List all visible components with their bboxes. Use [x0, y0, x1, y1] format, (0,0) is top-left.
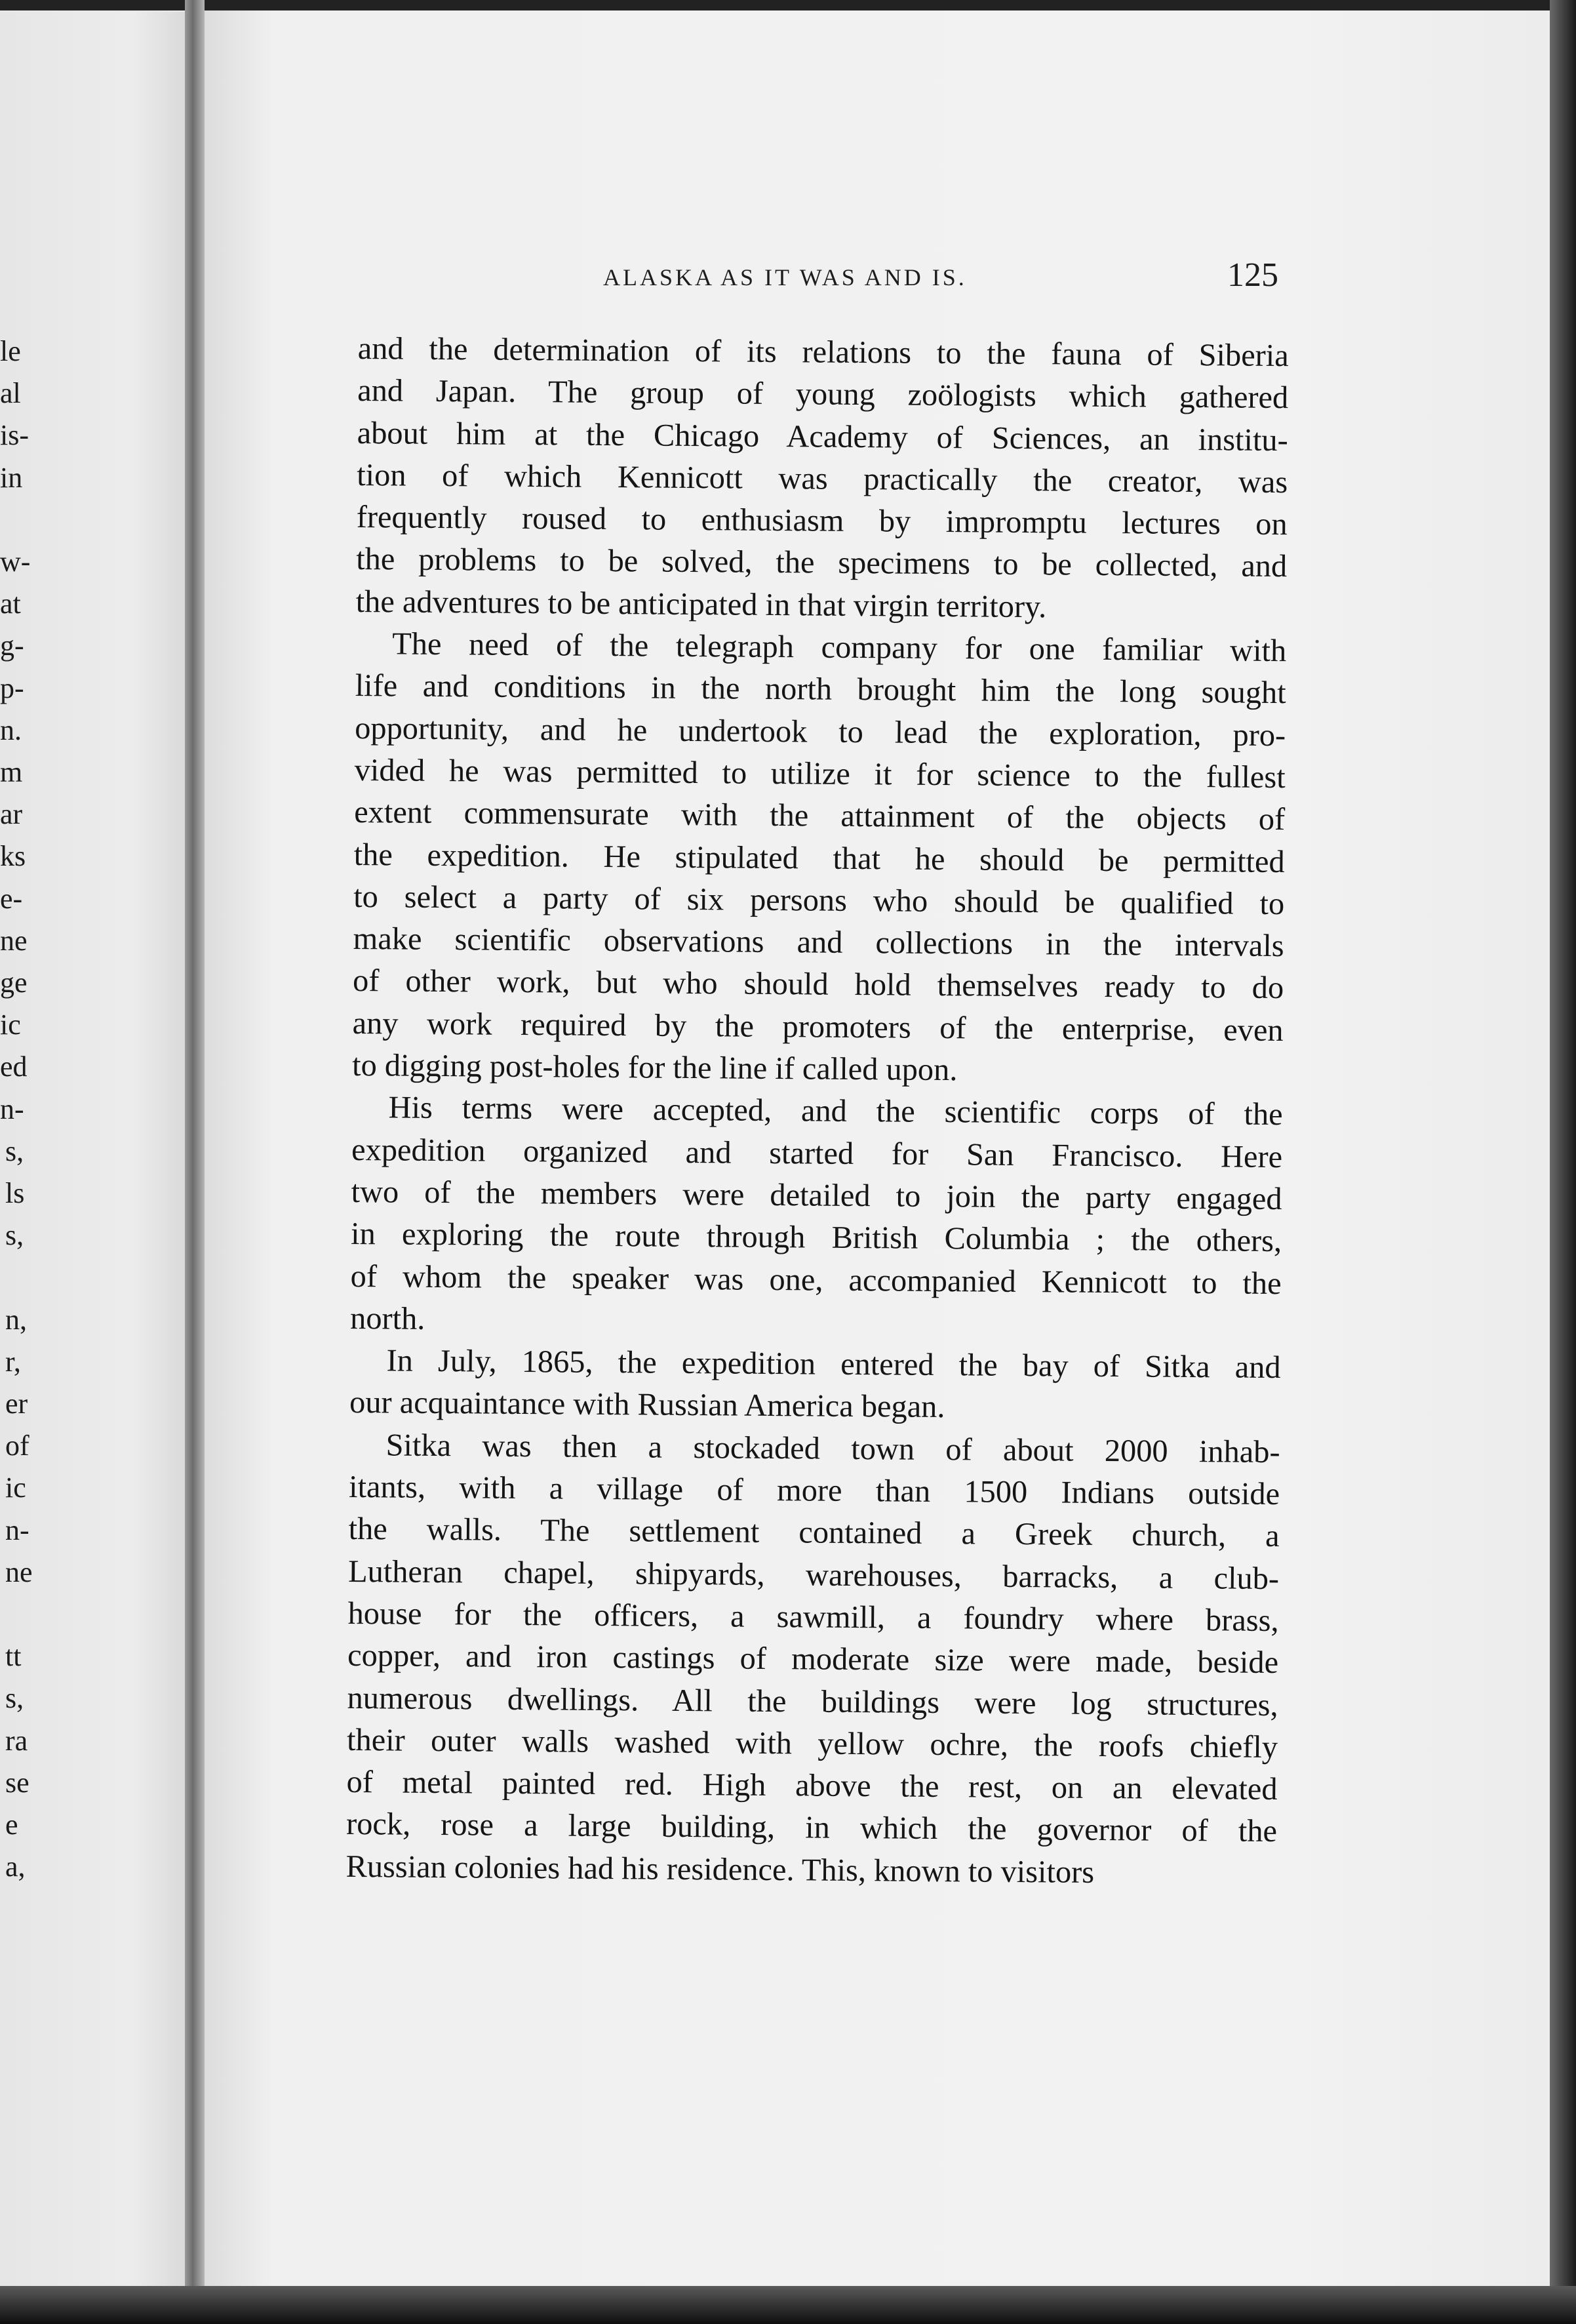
left-page-fragment: tt: [5, 1640, 22, 1673]
left-page-fragment: al: [0, 377, 21, 410]
paragraph: [355, 328, 1288, 630]
left-page-fragment: s,: [5, 1219, 24, 1252]
text-line: make scientific observations and collections in the intervals: [353, 921, 1284, 964]
left-page-fragment: r,: [5, 1345, 21, 1378]
left-page-fragment: s,: [5, 1682, 24, 1715]
page-header: [603, 256, 1285, 302]
left-page-fragment: w-: [0, 546, 31, 578]
text-line: their outer walls washed with yellow ochre, the roofs chiefly: [346, 1722, 1278, 1765]
paragraph: [350, 1087, 1283, 1347]
left-page-fragment: a,: [5, 1851, 26, 1883]
paragraph: [345, 1424, 1280, 1895]
text-line: expedition organized and started for San Francisco. Here: [351, 1132, 1283, 1174]
text-line: in exploring the route through British Columbia ; the others,: [350, 1216, 1282, 1259]
scan-top-edge: [0, 0, 1576, 10]
left-page-fragment: is-: [0, 419, 29, 452]
left-page-fragment: ra: [5, 1724, 28, 1757]
left-page-fragment: n.: [0, 713, 22, 746]
left-page-fragment: ic: [0, 1009, 21, 1041]
left-page-fragment: er: [5, 1388, 28, 1420]
text-line: vided he was permitted to utilize it for science to the fullest: [354, 752, 1286, 795]
left-page-fragment: e: [5, 1809, 18, 1841]
left-page-fragment: e-: [0, 882, 23, 915]
text-line: In July, 1865, the expedition entered the bay of Sitka and: [386, 1343, 1281, 1386]
left-page-fragment: le: [0, 335, 21, 367]
left-page-fragment: se: [5, 1766, 30, 1799]
text-line: our acquaintance with Russian America began.: [349, 1385, 945, 1425]
left-page-fragment: ed: [0, 1051, 28, 1083]
text-line: copper, and iron castings of moderate size were made, beside: [347, 1638, 1279, 1681]
text-line: house for the officers, a sawmill, a foundry where brass,: [347, 1595, 1279, 1638]
paragraph: [349, 1340, 1281, 1432]
text-line: about him at the Chicago Academy of Sciences, an institu-: [357, 415, 1288, 458]
text-line: The need of the telegraph company for one familiar with: [392, 626, 1287, 669]
left-page-fragment: s,: [5, 1134, 24, 1167]
text-line: and Japan. The group of young zoölogists which gathered: [357, 373, 1289, 416]
left-page-fragment: of: [5, 1430, 30, 1462]
text-line: opportunity, and he undertook to lead the exploration, pro-: [354, 710, 1286, 753]
text-line: tion of which Kennicott was practically the creator, was: [357, 457, 1288, 500]
text-line: and the determination of its relations to the fauna of Siberia: [357, 331, 1289, 374]
text-line: frequently roused to enthusiasm by impromptu lectures on: [356, 500, 1288, 542]
text-line: north.: [349, 1300, 425, 1336]
text-line: numerous dwellings. All the buildings were log structures,: [347, 1680, 1278, 1723]
text-line: the expedition. He stipulated that he should be permitted: [353, 837, 1285, 879]
text-line: the walls. The settlement contained a Greek church, a: [348, 1512, 1280, 1554]
left-page-fragment: ls: [5, 1177, 25, 1209]
text-line: any work required by the promoters of the enterprise, even: [352, 1005, 1284, 1048]
text-line: the adventures to be anticipated in that virgin territory.: [355, 584, 1047, 625]
left-page-fragment: n-: [0, 1092, 24, 1125]
left-page-fragment: in: [0, 461, 23, 494]
left-page-fragment: n-: [5, 1513, 30, 1546]
left-page-fragment: ne: [0, 924, 28, 957]
left-page-fragment: p-: [0, 671, 24, 704]
text-line: Lutheran chapel, shipyards, warehouses, barracks, a club-: [347, 1553, 1280, 1596]
left-page-fragment: g-: [0, 630, 24, 662]
text-line: life and conditions in the north brought him the long sought: [355, 668, 1286, 711]
text-line: to digging post-holes for the line if called upon.: [351, 1048, 958, 1088]
left-page-fragment: n,: [5, 1303, 27, 1336]
text-line: Sitka was then a stockaded town of about 2000 inhab-: [385, 1428, 1280, 1470]
scan-bottom-edge: [0, 2286, 1576, 2324]
text-line: itants, with a village of more than 1500 Indians outside: [348, 1469, 1280, 1512]
text-line: Russian colonies had his residence. This, known to visitors: [345, 1849, 1095, 1890]
book-gutter: [185, 0, 205, 2324]
text-line: to select a party of six persons who should be qualified to: [353, 879, 1285, 921]
text-line: of whom the speaker was one, accompanied Kennicott to the: [350, 1258, 1282, 1301]
page-number: 125: [1227, 256, 1278, 294]
text-line: two of the members were detailed to join the party engaged: [351, 1174, 1282, 1217]
left-page-edge: [0, 12, 190, 2307]
left-page-fragment: ge: [0, 967, 28, 999]
text-line: His terms were accepted, and the scientific corps of the: [388, 1090, 1283, 1132]
text-line: extent commensurate with the attainment of the objects of: [353, 795, 1286, 837]
left-page-fragment: ne: [5, 1555, 33, 1588]
paragraph: [352, 623, 1287, 1094]
body-text: [345, 328, 1289, 1895]
text-line: of metal painted red. High above the rest, on an elevated: [346, 1765, 1278, 1807]
left-page-fragment: ar: [0, 798, 23, 831]
left-page-fragment: at: [0, 588, 21, 620]
scan-right-edge: [1550, 0, 1576, 2324]
left-page-fragment: ic: [5, 1472, 26, 1504]
left-page-fragment: ks: [0, 840, 26, 873]
text-line: the problems to be solved, the specimens to be collected, and: [356, 542, 1288, 584]
running-title: ALASKA AS IT WAS AND IS.: [603, 264, 967, 290]
left-page-fragment: m: [0, 756, 23, 788]
text-line: of other work, but who should hold themselves ready to do: [352, 963, 1284, 1006]
text-line: rock, rose a large building, in which the governor of the: [345, 1807, 1278, 1849]
